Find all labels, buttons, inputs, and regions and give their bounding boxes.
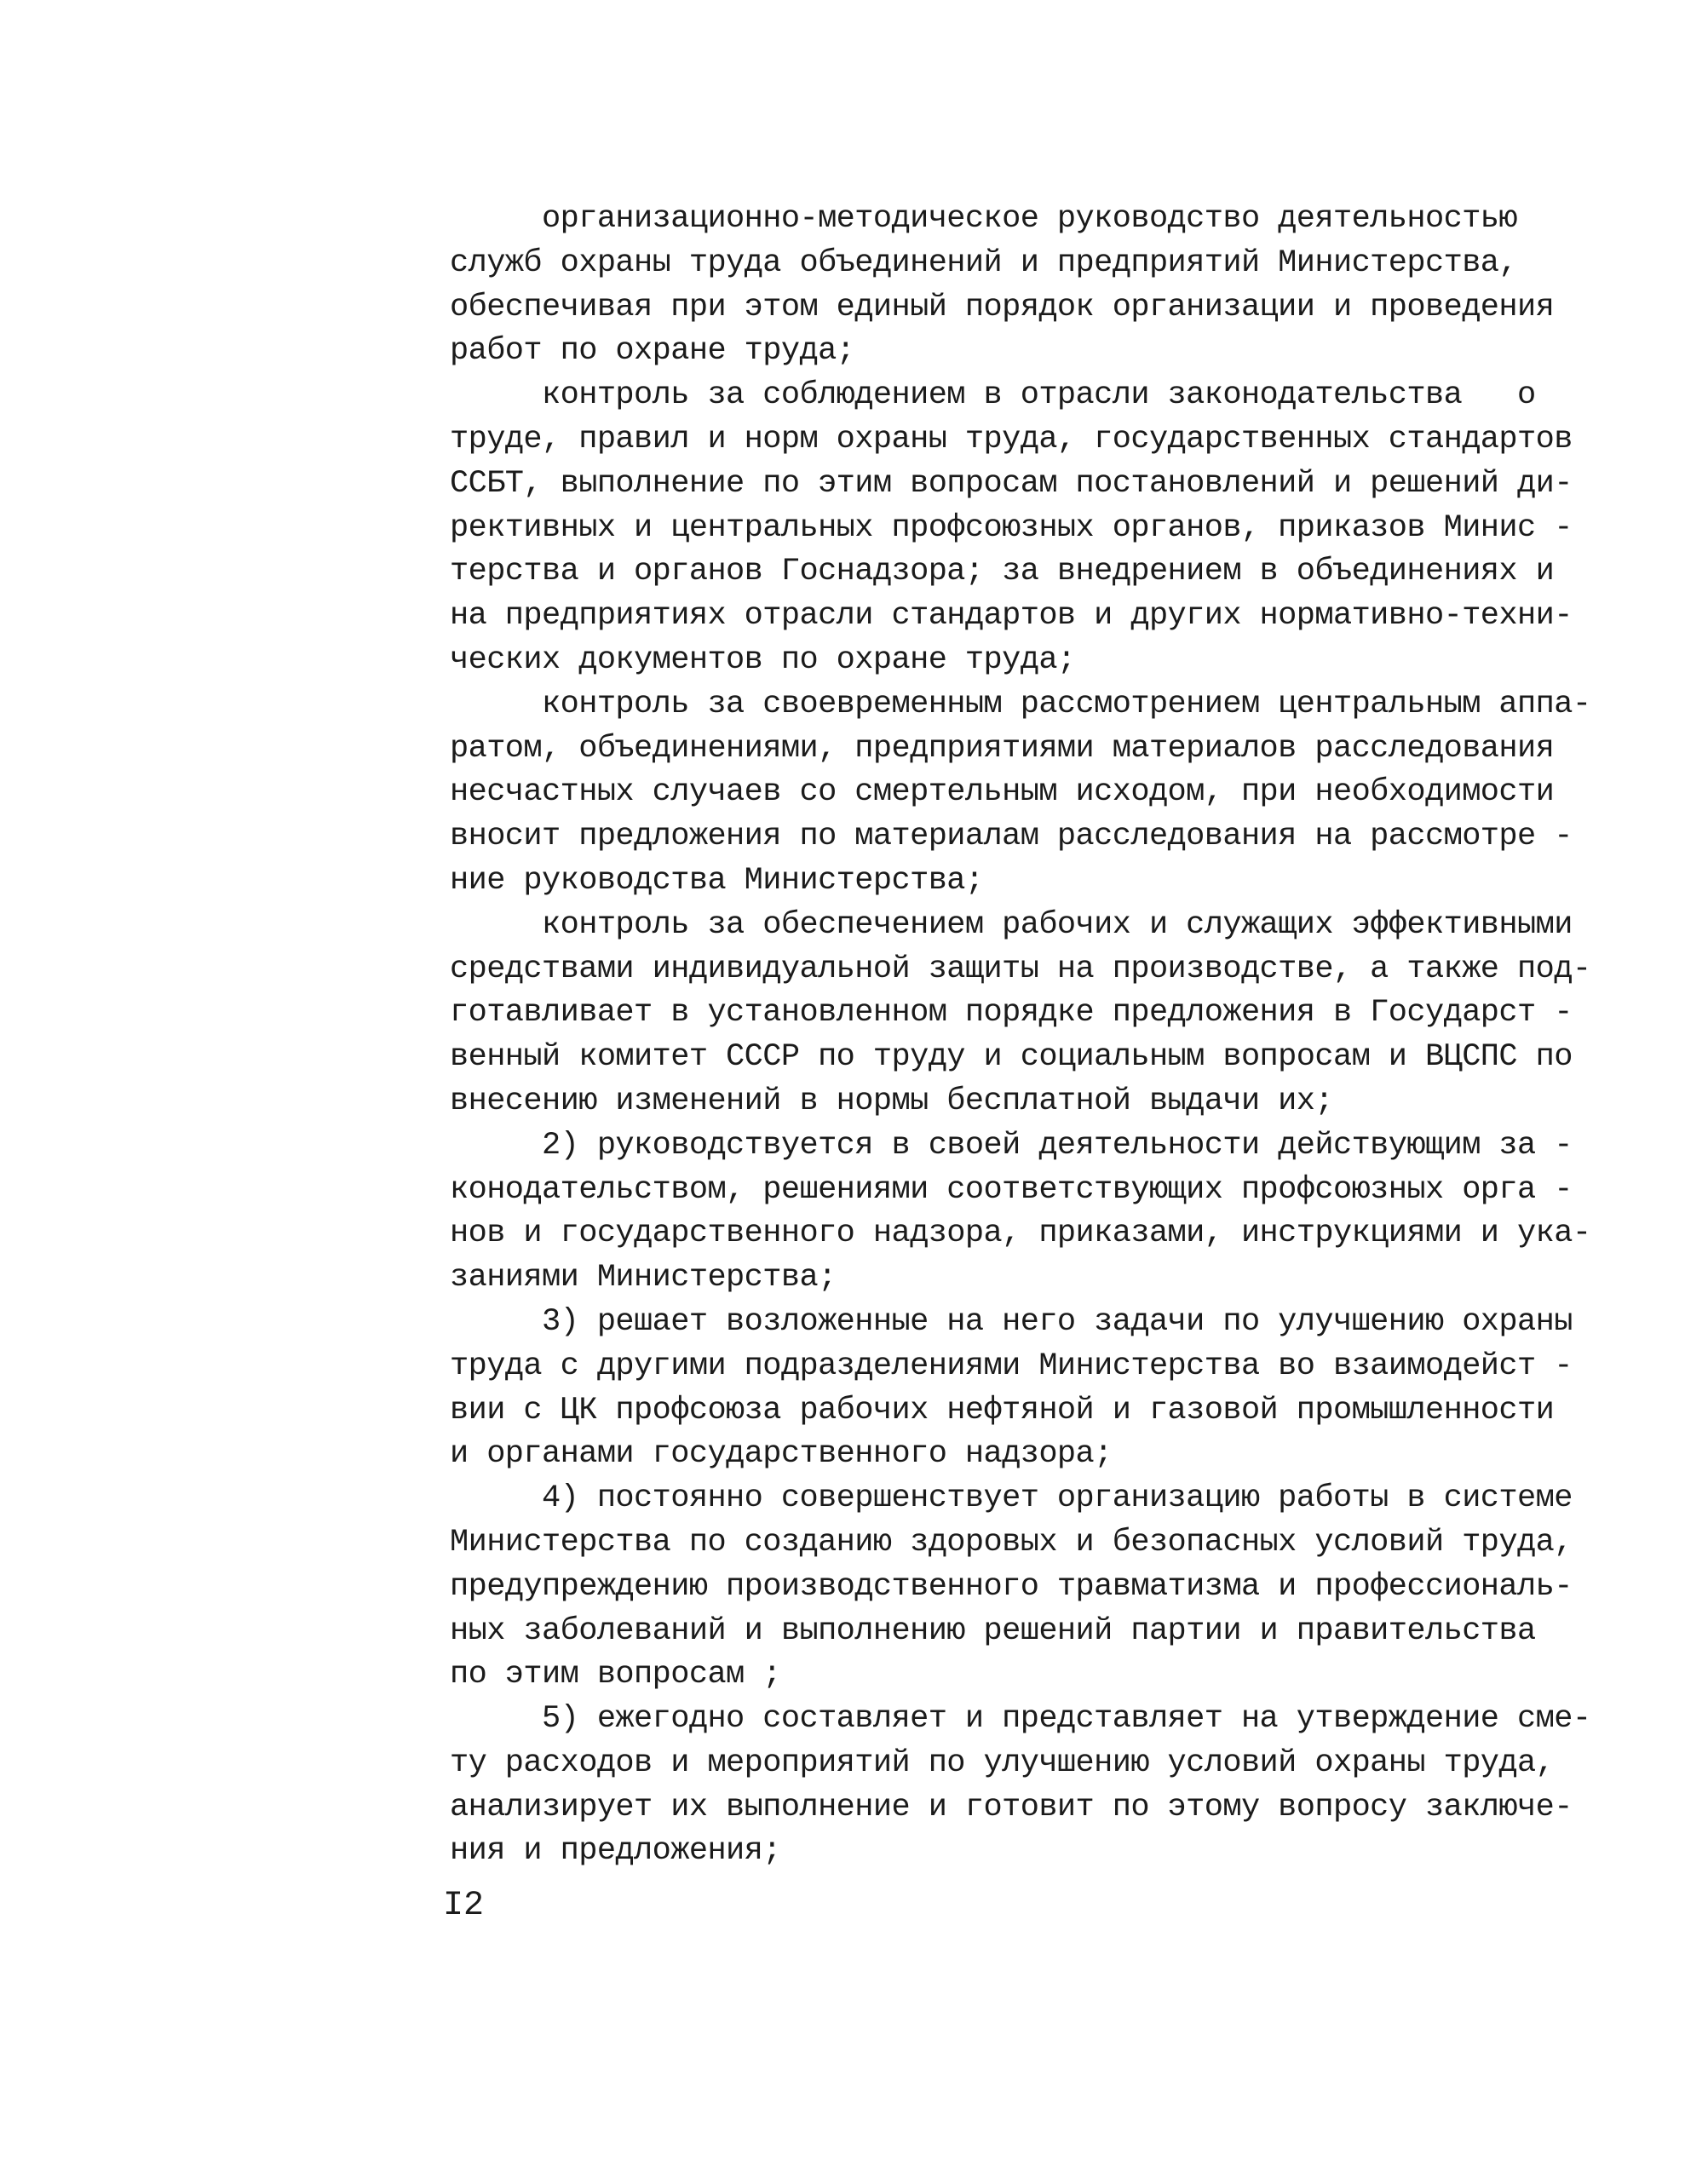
document-body: [450, 198, 1591, 1874]
text-line: обеспечивая при этом единый порядок организации и проведения: [450, 289, 1555, 325]
text-line: готавливает в установленном порядке предложения в Государст -: [450, 995, 1573, 1032]
text-line: венный комитет СССР по труду и социальным вопросам и ВЦСПС по: [450, 1039, 1573, 1076]
text-line: труде, правил и норм охраны труда, государственных стандартов: [450, 421, 1573, 457]
text-line: предупреждению производственного травматизма и профессиональ-: [450, 1568, 1573, 1605]
text-line: анализирует их выполнение и готовит по этому вопросу заключе-: [450, 1789, 1573, 1825]
text-line: контроль за своевременным рассмотрением центральным аппа-: [450, 686, 1591, 722]
text-line: по этим вопросам ;: [450, 1657, 781, 1693]
text-line: вносит предложения по материалам расследования на рассмотре -: [450, 819, 1573, 855]
text-line: работ по охране труда;: [450, 333, 855, 370]
text-line: ние руководства Министерства;: [450, 862, 984, 899]
text-line: несчастных случаев со смертельным исходом, при необходимости: [450, 774, 1555, 811]
text-line: служб охраны труда объединений и предприятий Министерства,: [450, 244, 1518, 281]
text-line: средствами индивидуальной защиты на производстве, а также под-: [450, 951, 1591, 987]
text-line: 4) постоянно совершенствует организацию работы в системе: [450, 1480, 1573, 1517]
text-line: 2) руководствуется в своей деятельности действующим за -: [450, 1127, 1573, 1164]
text-line: конодательством, решениями соответствующих профсоюзных орга -: [450, 1171, 1573, 1208]
text-line: ния и предложения;: [450, 1833, 781, 1870]
text-line: контроль за соблюдением в отрасли законодательства о: [450, 377, 1536, 414]
text-line: Министерства по созданию здоровых и безопасных условий труда,: [450, 1524, 1573, 1560]
page-number: I2: [443, 1887, 485, 1925]
text-line: ратом, объединениями, предприятиями материалов расследования: [450, 730, 1555, 767]
text-line: 5) ежегодно составляет и представляет на утверждение сме-: [450, 1701, 1591, 1738]
text-line: контроль за обеспечением рабочих и служащих эффективными: [450, 906, 1573, 943]
text-line: организационно-методическое руководство деятельностью: [450, 201, 1518, 237]
text-line: труда с другими подразделениями Министерства во взаимодейст -: [450, 1348, 1573, 1384]
text-line: нов и государственного надзора, приказами, инструкциями и ука-: [450, 1216, 1591, 1252]
text-line: и органами государственного надзора;: [450, 1436, 1113, 1473]
text-line: 3) решает возложенные на него задачи по улучшению охраны: [450, 1303, 1573, 1340]
text-line: терства и органов Госнадзора; за внедрением в объединениях и: [450, 554, 1555, 590]
text-line: на предприятиях отрасли стандартов и других нормативно-техни-: [450, 598, 1573, 635]
text-line: вии с ЦК профсоюза рабочих нефтяной и газовой промышленности: [450, 1392, 1555, 1428]
text-line: ССБТ, выполнение по этим вопросам постановлений и решений ди-: [450, 465, 1573, 502]
text-line: внесению изменений в нормы бесплатной выдачи их;: [450, 1083, 1333, 1119]
text-line: ных заболеваний и выполнению решений партии и правительства: [450, 1612, 1536, 1649]
text-line: ту расходов и мероприятий по улучшению условий охраны труда,: [450, 1744, 1555, 1781]
text-line: заниями Министерства;: [450, 1260, 837, 1296]
text-line: ческих документов по охране труда;: [450, 641, 1076, 678]
text-line: рективных и центральных профсоюзных органов, приказов Минис -: [450, 509, 1573, 546]
